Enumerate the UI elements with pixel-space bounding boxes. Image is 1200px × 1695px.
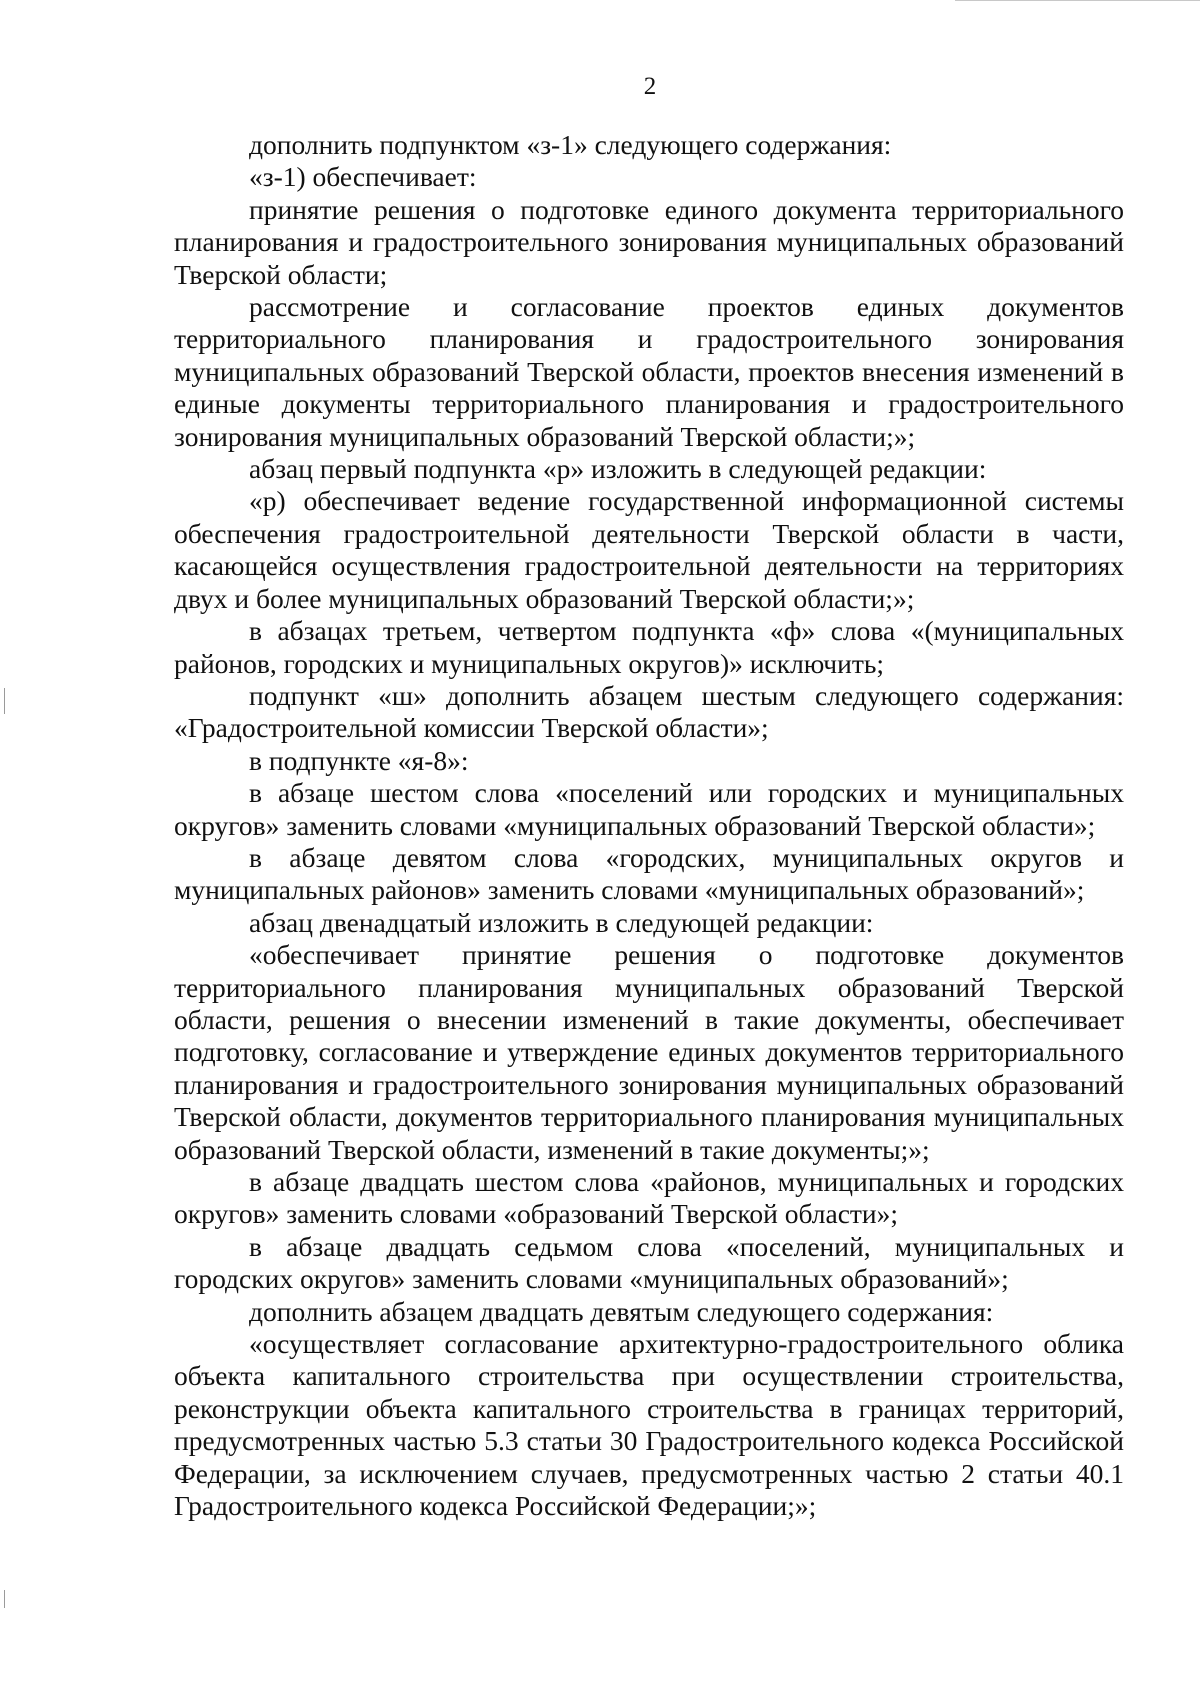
paragraph: дополнить абзацем двадцать девятым следующего содержания: [249,1295,994,1327]
document-body [174,129,1124,1522]
paragraph: абзац двенадцатый изложить в следующей редакции: [249,906,874,938]
paragraph: абзац первый подпункта «р» изложить в следующей редакции: [249,453,987,485]
paragraph: в абзаце двадцать шестом слова «районов, муниципальных и городских округов» заменить словами «образований Тверской области»; [174,1166,1124,1230]
paragraph: дополнить подпунктом «з-1» следующего содержания: [249,129,892,160]
scan-edge-mark-left [4,688,5,714]
paragraph: подпункт «ш» дополнить абзацем шестым следующего содержания: «Градостроительной комиссии Тверской области»; [174,679,1124,744]
paragraph: «р) обеспечивает ведение государственной информационной системы обеспечения градостроительной деятельности Тверской области в части, касающейся осуществления градостроительной деятельности на территориях двух и более муниципальных образований Тверской области;»; [174,485,1124,614]
paragraph: «осуществляет согласование архитектурно-градостроительного облика объекта капитального строительства при осуществлении строительства, реконструкции объекта капитального строительства в границах территорий, предусмотренных частью 5.3 статьи 30 Градостроительного кодекса Российской Федерации, за исключением случаев, предусмотренных частью 2 статьи 40.1 Градостроительного кодекса Российской Федерации;»; [174,1328,1124,1522]
scan-edge-mark-left-lower [4,1590,5,1608]
paragraph: в абзаце девятом слова «городских, муниципальных округов и муниципальных районов» заменить словами «муниципальных образований»; [174,841,1124,906]
paragraph: принятие решения о подготовке единого документа территориального планирования и градостроительного зонирования муниципальных образований Тверской области; [174,193,1124,290]
paragraph: в абзаце шестом слова «поселений или городских и муниципальных округов» заменить словами «муниципальных образований Тверской области»; [174,777,1124,841]
paragraph: в абзаце двадцать седьмом слова «поселений, муниципальных и городских округов» заменить словами «муниципальных образований»; [174,1230,1124,1295]
page-number: 2 [643,73,657,100]
paragraph: в абзацах третьем, четвертом подпункта «ф» слова «(муниципальных районов, городских и муниципальных округов)» исключить; [174,615,1124,679]
paragraph: «обеспечивает принятие решения о подготовке документов территориального планирования муниципальных образований Тверской области, решения о внесении изменений в такие документы, обеспечивает подготовку, согласование и утверждение единых документов территориального планирования и градостроительного зонирования муниципальных образований Тверской области, документов территориального планирования муниципальных образований Тверской области, изменений в такие документы;»; [174,939,1124,1165]
paragraph: в подпункте «я-8»: [249,744,469,776]
scan-edge-mark-top-right [955,0,1200,1]
paragraph: «з-1) обеспечивает: [249,161,477,193]
paragraph: рассмотрение и согласование проектов единых документов территориального планирования и градостроительного зонирования муниципальных образований Тверской области, проектов внесения изменений в единые документы территориального планирования и градостроительного зонирования муниципальных образований Тверской области;»; [174,291,1124,452]
